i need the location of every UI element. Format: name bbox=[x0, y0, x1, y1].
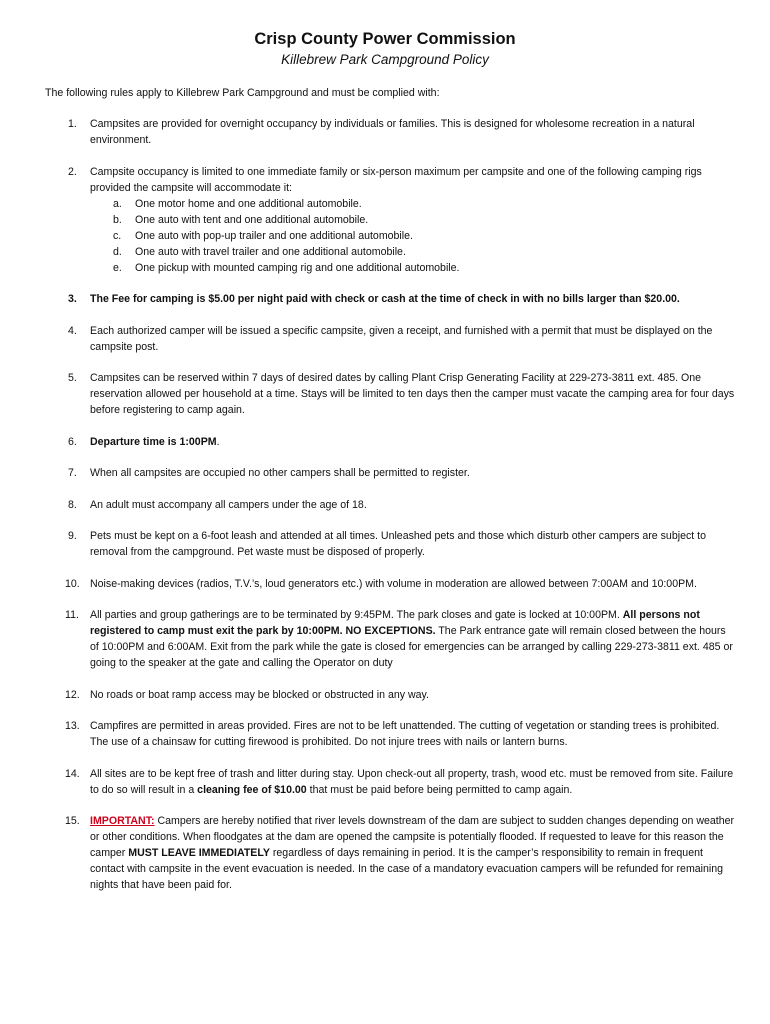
rule-number: 1. bbox=[68, 118, 77, 130]
rule-item bbox=[45, 576, 735, 592]
rule-number: 9. bbox=[68, 530, 77, 542]
rule-item bbox=[45, 323, 735, 355]
rule-item bbox=[45, 116, 735, 148]
rule-text-bold: Departure time is 1:00PM bbox=[90, 435, 217, 448]
intro-paragraph: The following rules apply to Killebrew Park Campground and must be complied with: bbox=[45, 87, 440, 99]
rule-item bbox=[45, 607, 735, 671]
rule-number: 14. bbox=[65, 767, 80, 780]
rule-text-bold: All persons not registered to camp must exit the park by 10:00PM. NO EXCEPTIONS. bbox=[90, 609, 700, 637]
rule-text-after: regardless of days remaining in period. It is the camper’s responsibility to remain in frequent contact with campsite in the event evacuation is needed. In the case of a mandatory evacuation campers will be refunded for remaining nights that have been paid for. bbox=[90, 847, 724, 891]
rule-text bbox=[90, 164, 735, 276]
rule-item bbox=[45, 687, 735, 703]
sublist-item bbox=[90, 228, 735, 244]
rule-text-before: All parties and group gatherings are to be terminated by 9:45PM. The park closes and gate is locked at 10:00PM. bbox=[90, 609, 623, 621]
sublist-item bbox=[90, 212, 735, 228]
rule-item bbox=[45, 497, 735, 513]
rule-text: Noise-making devices (radios, T.V.’s, loud generators etc.) with volume in moderation are allowed between 7:00AM and 10:00PM. bbox=[90, 577, 697, 590]
rule-item bbox=[45, 718, 735, 750]
rule-text-fee: The Fee for camping is $5.00 per night paid with check or cash at the time of check in with no bills larger than $20.00. bbox=[90, 293, 680, 305]
sublist-item bbox=[90, 196, 735, 212]
important-label: IMPORTANT: bbox=[90, 815, 155, 827]
rule-number: 5. bbox=[68, 372, 77, 384]
rule-text: No roads or boat ramp access may be blocked or obstructed in any way. bbox=[90, 688, 429, 701]
rule-item bbox=[45, 813, 735, 893]
sublist-letter: c. bbox=[113, 229, 122, 242]
document-subtitle: Killebrew Park Campground Policy bbox=[281, 52, 489, 67]
sublist-text: One motor home and one additional automobile. bbox=[135, 197, 362, 210]
sublist-text: One auto with tent and one additional automobile. bbox=[135, 213, 369, 226]
rule-number: 13. bbox=[65, 720, 80, 732]
rule-text-bold: cleaning fee of $10.00 bbox=[197, 783, 307, 796]
rule-item bbox=[45, 465, 735, 481]
rule-item bbox=[45, 370, 735, 418]
rule-number: 10. bbox=[65, 577, 80, 590]
rule-text-main: Campsite occupancy is limited to one immediate family or six-person maximum per campsite and one of the following camping rigs provided the campsite will accommodate it: bbox=[90, 165, 702, 194]
rule-item bbox=[45, 528, 735, 560]
rule-item bbox=[45, 291, 735, 307]
rule-number: 8. bbox=[68, 498, 77, 511]
rule-text-after: that must be paid before being permitted to camp again. bbox=[306, 783, 573, 796]
rule-number: 3. bbox=[68, 293, 77, 305]
rule-text: Each authorized camper will be issued a specific campsite, given a receipt, and furnished with a permit that must be displayed on the campsite post. bbox=[90, 324, 713, 353]
sublist-item bbox=[90, 244, 735, 260]
rule-text: Campsites can be reserved within 7 days of desired dates by calling Plant Crisp Generating Facility at 229-273-3811 ext. 485. One reservation allowed per household at a time. Stays will be limited to ten days then the camper must vacate the camping area for four days before registering to camp again. bbox=[90, 372, 735, 416]
rule-text: Pets must be kept on a 6-foot leash and attended at all times. Unleashed pets and those which disturb other campers are subject to removal from the campground. Pet waste must be disposed of properly. bbox=[90, 530, 706, 558]
rule-text: An adult must accompany all campers under the age of 18. bbox=[90, 498, 367, 511]
rule-text bbox=[90, 766, 735, 798]
sublist-letter: d. bbox=[113, 245, 122, 258]
sublist-item bbox=[90, 260, 735, 276]
rule-number: 2. bbox=[68, 165, 77, 178]
rule-number: 6. bbox=[68, 435, 77, 448]
rule-number: 11. bbox=[65, 609, 79, 621]
rule-item bbox=[45, 164, 735, 276]
sublist-letter: e. bbox=[113, 261, 122, 274]
rule-number: 4. bbox=[68, 324, 77, 337]
rig-sublist bbox=[90, 196, 735, 276]
rule-text-after: The Park entrance gate will remain closed between the hours of 10:00PM and 6:00AM. Exit from the park while the gate is closed for emergencies can be arranged by calling 229-273-3811 ext. 485 or going to the speaker at the gate and calling the Operator on duty bbox=[90, 625, 733, 669]
rule-text-after: . bbox=[216, 435, 220, 448]
sublist-text: One pickup with mounted camping rig and one additional automobile. bbox=[135, 261, 460, 274]
rule-text: Campsites are provided for overnight occupancy by individuals or families. This is designed for wholesome recreation in a natural environment. bbox=[90, 118, 695, 146]
sublist-text: One auto with pop-up trailer and one additional automobile. bbox=[135, 229, 413, 242]
rule-text-before: All sites are to be kept free of trash and litter during stay. Upon check-out all property, trash, wood etc. must be removed from site. Failure to do so will result in a bbox=[90, 767, 734, 796]
rules-list bbox=[45, 116, 735, 909]
rule-item bbox=[45, 766, 735, 798]
rule-text-before: Campers are hereby notified that river levels downstream of the dam are subject to sudden changes depending on weather or other conditions. When floodgates at the dam are opened the campsite is potentially flooded. If requested to leave for this reason the camper bbox=[90, 815, 735, 859]
rule-text bbox=[90, 607, 735, 671]
rule-text bbox=[90, 813, 735, 893]
document-title: Crisp County Power Commission bbox=[254, 30, 516, 48]
rule-item bbox=[45, 434, 735, 450]
rule-text-bold: MUST LEAVE IMMEDIATELY bbox=[128, 847, 270, 859]
rule-number: 15. bbox=[65, 815, 80, 827]
rule-number: 12. bbox=[65, 688, 80, 701]
rule-number: 7. bbox=[68, 467, 77, 479]
sublist-text: One auto with travel trailer and one additional automobile. bbox=[135, 245, 406, 258]
rule-text bbox=[90, 434, 735, 450]
rule-text: When all campsites are occupied no other campers shall be permitted to register. bbox=[90, 467, 470, 479]
sublist-letter: b. bbox=[113, 213, 122, 226]
sublist-letter: a. bbox=[113, 197, 122, 210]
rule-text: Campfires are permitted in areas provided. Fires are not to be left unattended. The cutting of vegetation or standing trees is prohibited. The use of a chainsaw for cutting firewood is prohibited. Do not injure trees with nails or lantern burns. bbox=[90, 720, 720, 748]
